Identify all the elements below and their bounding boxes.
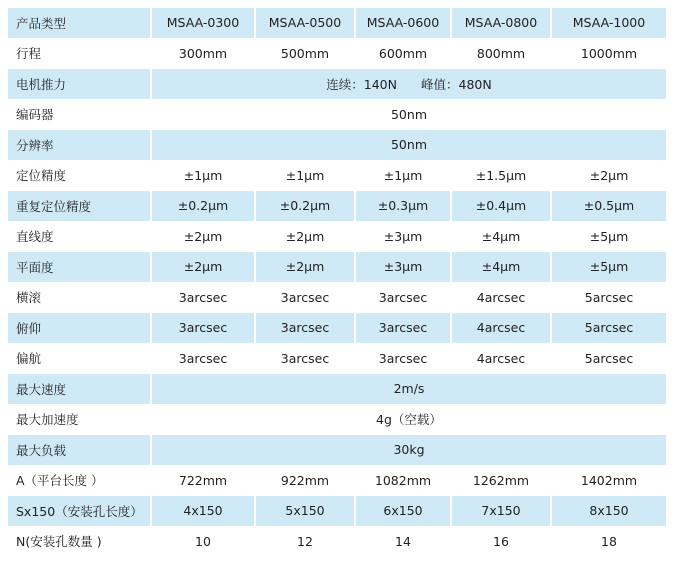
cell-value: ±2μm: [254, 252, 354, 283]
row-label: 最大速度: [8, 374, 150, 405]
row-label: 最大负载: [8, 435, 150, 466]
row-yaw: [8, 344, 666, 375]
row-max-acceleration: [8, 405, 666, 436]
cell-value: 600mm: [354, 39, 450, 70]
row-flatness: [8, 252, 666, 283]
cell-value: 5arcsec: [550, 313, 666, 344]
cell-value: 1402mm: [550, 466, 666, 497]
cell-value: ±3μm: [354, 222, 450, 253]
model-header: MSAA-0600: [354, 8, 450, 39]
header-row: [8, 8, 666, 39]
row-mounting-hole-count: [8, 527, 666, 558]
cell-value: 3arcsec: [150, 283, 254, 314]
row-label: 电机推力: [8, 69, 150, 100]
cell-value: ±4μm: [450, 252, 550, 283]
cell-value: 3arcsec: [254, 313, 354, 344]
row-mounting-hole-length: [8, 496, 666, 527]
cell-value: 922mm: [254, 466, 354, 497]
row-max-speed: [8, 374, 666, 405]
row-motor-thrust: [8, 69, 666, 100]
cell-value: ±1.5μm: [450, 161, 550, 192]
row-label: 分辨率: [8, 130, 150, 161]
cell-value: 18: [550, 527, 666, 558]
row-label: 俯仰: [8, 313, 150, 344]
row-label: 偏航: [8, 344, 150, 375]
cell-value: 722mm: [150, 466, 254, 497]
cell-value: ±1μm: [150, 161, 254, 192]
cell-value: 3arcsec: [354, 283, 450, 314]
cell-value: ±0.4μm: [450, 191, 550, 222]
cell-value: 10: [150, 527, 254, 558]
row-label: 编码器: [8, 100, 150, 131]
row-max-load: [8, 435, 666, 466]
cell-value: 4arcsec: [450, 283, 550, 314]
spec-table: [8, 8, 666, 557]
cell-value: 4x150: [150, 496, 254, 527]
cell-value: 1082mm: [354, 466, 450, 497]
peak-thrust: 峰值：480N: [421, 76, 492, 92]
row-stroke: [8, 39, 666, 70]
cell-value: 5arcsec: [550, 283, 666, 314]
row-label: 平面度: [8, 252, 150, 283]
cell-value: ±5μm: [550, 252, 666, 283]
row-label: 行程: [8, 39, 150, 70]
cell-value: ±3μm: [354, 252, 450, 283]
cell-value: ±2μm: [150, 252, 254, 283]
row-label: 横滚: [8, 283, 150, 314]
cell-value: ±0.3μm: [354, 191, 450, 222]
row-label: Sx150（安装孔长度）: [8, 496, 150, 527]
cell-value: ±1μm: [354, 161, 450, 192]
row-platform-length: [8, 466, 666, 497]
merged-cell: 30kg: [150, 435, 666, 466]
cell-value: 1262mm: [450, 466, 550, 497]
merged-cell: 50nm: [150, 130, 666, 161]
row-label: 定位精度: [8, 161, 150, 192]
cell-value: 800mm: [450, 39, 550, 70]
cell-value: 3arcsec: [254, 344, 354, 375]
cell-value: 3arcsec: [254, 283, 354, 314]
row-repeatability: [8, 191, 666, 222]
cell-value: 1000mm: [550, 39, 666, 70]
cell-value: ±2μm: [550, 161, 666, 192]
cell-value: 300mm: [150, 39, 254, 70]
cell-value: 3arcsec: [354, 313, 450, 344]
cell-value: ±1μm: [254, 161, 354, 192]
cell-value: ±4μm: [450, 222, 550, 253]
cell-value: 5arcsec: [550, 344, 666, 375]
cell-value: ±0.5μm: [550, 191, 666, 222]
row-label: N(安装孔数量 ): [8, 527, 150, 558]
model-header: MSAA-0300: [150, 8, 254, 39]
cell-value: ±5μm: [550, 222, 666, 253]
merged-cell: [150, 69, 666, 100]
header-label: 产品类型: [8, 8, 150, 39]
merged-cell: 2m/s: [150, 374, 666, 405]
cell-value: 14: [354, 527, 450, 558]
merged-cell: 50nm: [150, 100, 666, 131]
row-label: 重复定位精度: [8, 191, 150, 222]
cell-value: 3arcsec: [354, 344, 450, 375]
row-label: 直线度: [8, 222, 150, 253]
cell-value: 5x150: [254, 496, 354, 527]
row-roll: [8, 283, 666, 314]
cell-value: 4arcsec: [450, 313, 550, 344]
cell-value: 3arcsec: [150, 313, 254, 344]
row-straightness: [8, 222, 666, 253]
row-label: A（平台长度 ）: [8, 466, 150, 497]
model-header: MSAA-1000: [550, 8, 666, 39]
row-resolution: [8, 130, 666, 161]
cell-value: ±0.2μm: [150, 191, 254, 222]
continuous-thrust: 连续：140N: [326, 76, 397, 92]
row-pitch: [8, 313, 666, 344]
row-encoder: [8, 100, 666, 131]
cell-value: 16: [450, 527, 550, 558]
cell-value: 3arcsec: [150, 344, 254, 375]
cell-value: ±0.2μm: [254, 191, 354, 222]
cell-value: 12: [254, 527, 354, 558]
cell-value: 500mm: [254, 39, 354, 70]
cell-value: 8x150: [550, 496, 666, 527]
cell-value: ±2μm: [254, 222, 354, 253]
row-label: 最大加速度: [8, 405, 150, 436]
cell-value: 4arcsec: [450, 344, 550, 375]
row-positioning-accuracy: [8, 161, 666, 192]
cell-value: 6x150: [354, 496, 450, 527]
model-header: MSAA-0500: [254, 8, 354, 39]
cell-value: 7x150: [450, 496, 550, 527]
cell-value: ±2μm: [150, 222, 254, 253]
model-header: MSAA-0800: [450, 8, 550, 39]
merged-cell: 4g（空载）: [150, 405, 666, 436]
